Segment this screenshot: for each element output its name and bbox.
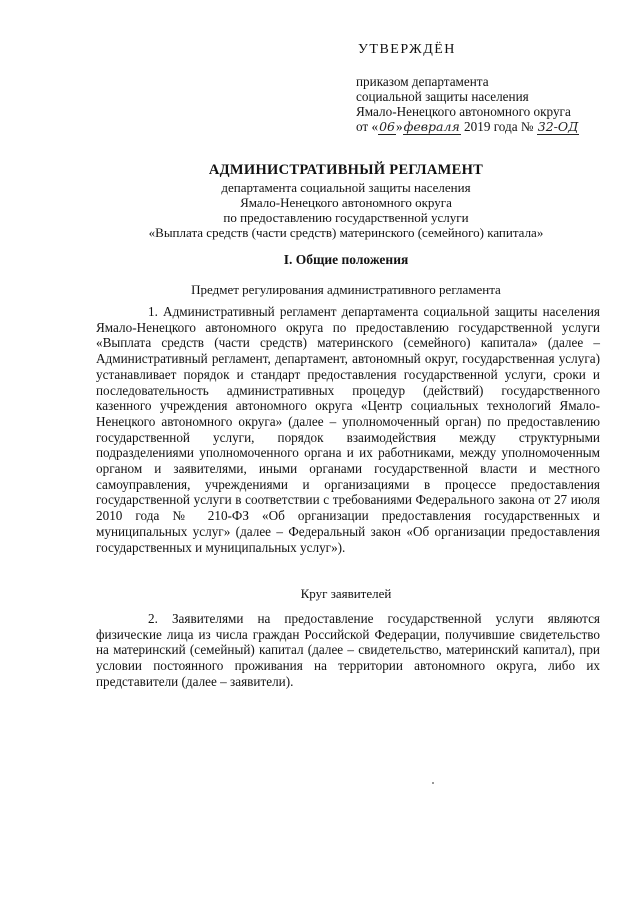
date-day-handwritten: 06	[379, 119, 395, 134]
date-month-handwritten: февраля	[403, 119, 460, 134]
date-year: 2019 года №	[464, 119, 534, 134]
date-prefix: от «	[356, 119, 379, 134]
date-mid: »	[395, 119, 403, 134]
subtitle-line: департамента социальной защиты населения	[221, 180, 471, 195]
approval-date-line	[356, 119, 579, 134]
paragraph-2: 2. Заявителями на предоставление государственной услуги являются физические лица из числа граждан Российской Федерации, получившие свидетельство на материнский (семейный) капитал (далее – свидетельство, материнский капитал), при условии постоянного проживания на территории автономного округа, либо их представители (далее – заявители).	[96, 611, 600, 689]
subheading-applicants: Круг заявителей	[300, 586, 392, 601]
section-heading: I. Общие положения	[283, 252, 409, 267]
document-subtitle	[100, 180, 592, 240]
scan-speck	[432, 782, 434, 784]
approval-heading: УТВЕРЖДЁН	[358, 42, 456, 57]
approval-block	[356, 74, 579, 134]
document-title: АДМИНИСТРАТИВНЫЙ РЕГЛАМЕНТ	[208, 162, 484, 178]
approval-line-3: Ямало-Ненецкого автономного округа	[356, 104, 571, 119]
approval-line-1: приказом департамента	[356, 74, 489, 89]
subheading-regulation-subject: Предмет регулирования административного регламента	[191, 282, 501, 297]
subtitle-line: «Выплата средств (части средств) материнского (семейного) капитала»	[148, 225, 544, 240]
subtitle-line: Ямало-Ненецкого автономного округа	[240, 195, 452, 210]
approval-line-2: социальной защиты населения	[356, 89, 529, 104]
order-number-handwritten: 32-ОД	[537, 119, 579, 134]
paragraph-1: 1. Административный регламент департамента социальной защиты населения Ямало-Ненецкого автономного округа по предоставлению государственной услуги «Выплата средств (части средств) материнского (семейного) капитала» (далее – Административный регламент, департамент, автономный округ, государственная услуга) устанавливает порядок и стандарт предоставления государственной услуги, сроки и последовательность административных процедур (действий) государственного казенного учреждения автономного округа «Центр социальных технологий Ямало-Ненецкого автономного округа» (далее – уполномоченный орган) по предоставлению государственной услуги, порядок взаимодействия между структурными подразделениями уполномоченного органа и их работниками, между уполномоченным органом и заявителями, иными органами государственной власти и местного самоуправления, учреждениями и организациями в процессе предоставления государственной услуги в соответствии с требованиями Федерального закона от 27 июля 2010 года № 210-ФЗ «Об организации предоставления государственных и муниципальных услуг» (далее – Федеральный закон «Об организации предоставления государственных и муниципальных услуг»).	[96, 304, 600, 555]
subtitle-line: по предоставлению государственной услуги	[223, 210, 469, 225]
